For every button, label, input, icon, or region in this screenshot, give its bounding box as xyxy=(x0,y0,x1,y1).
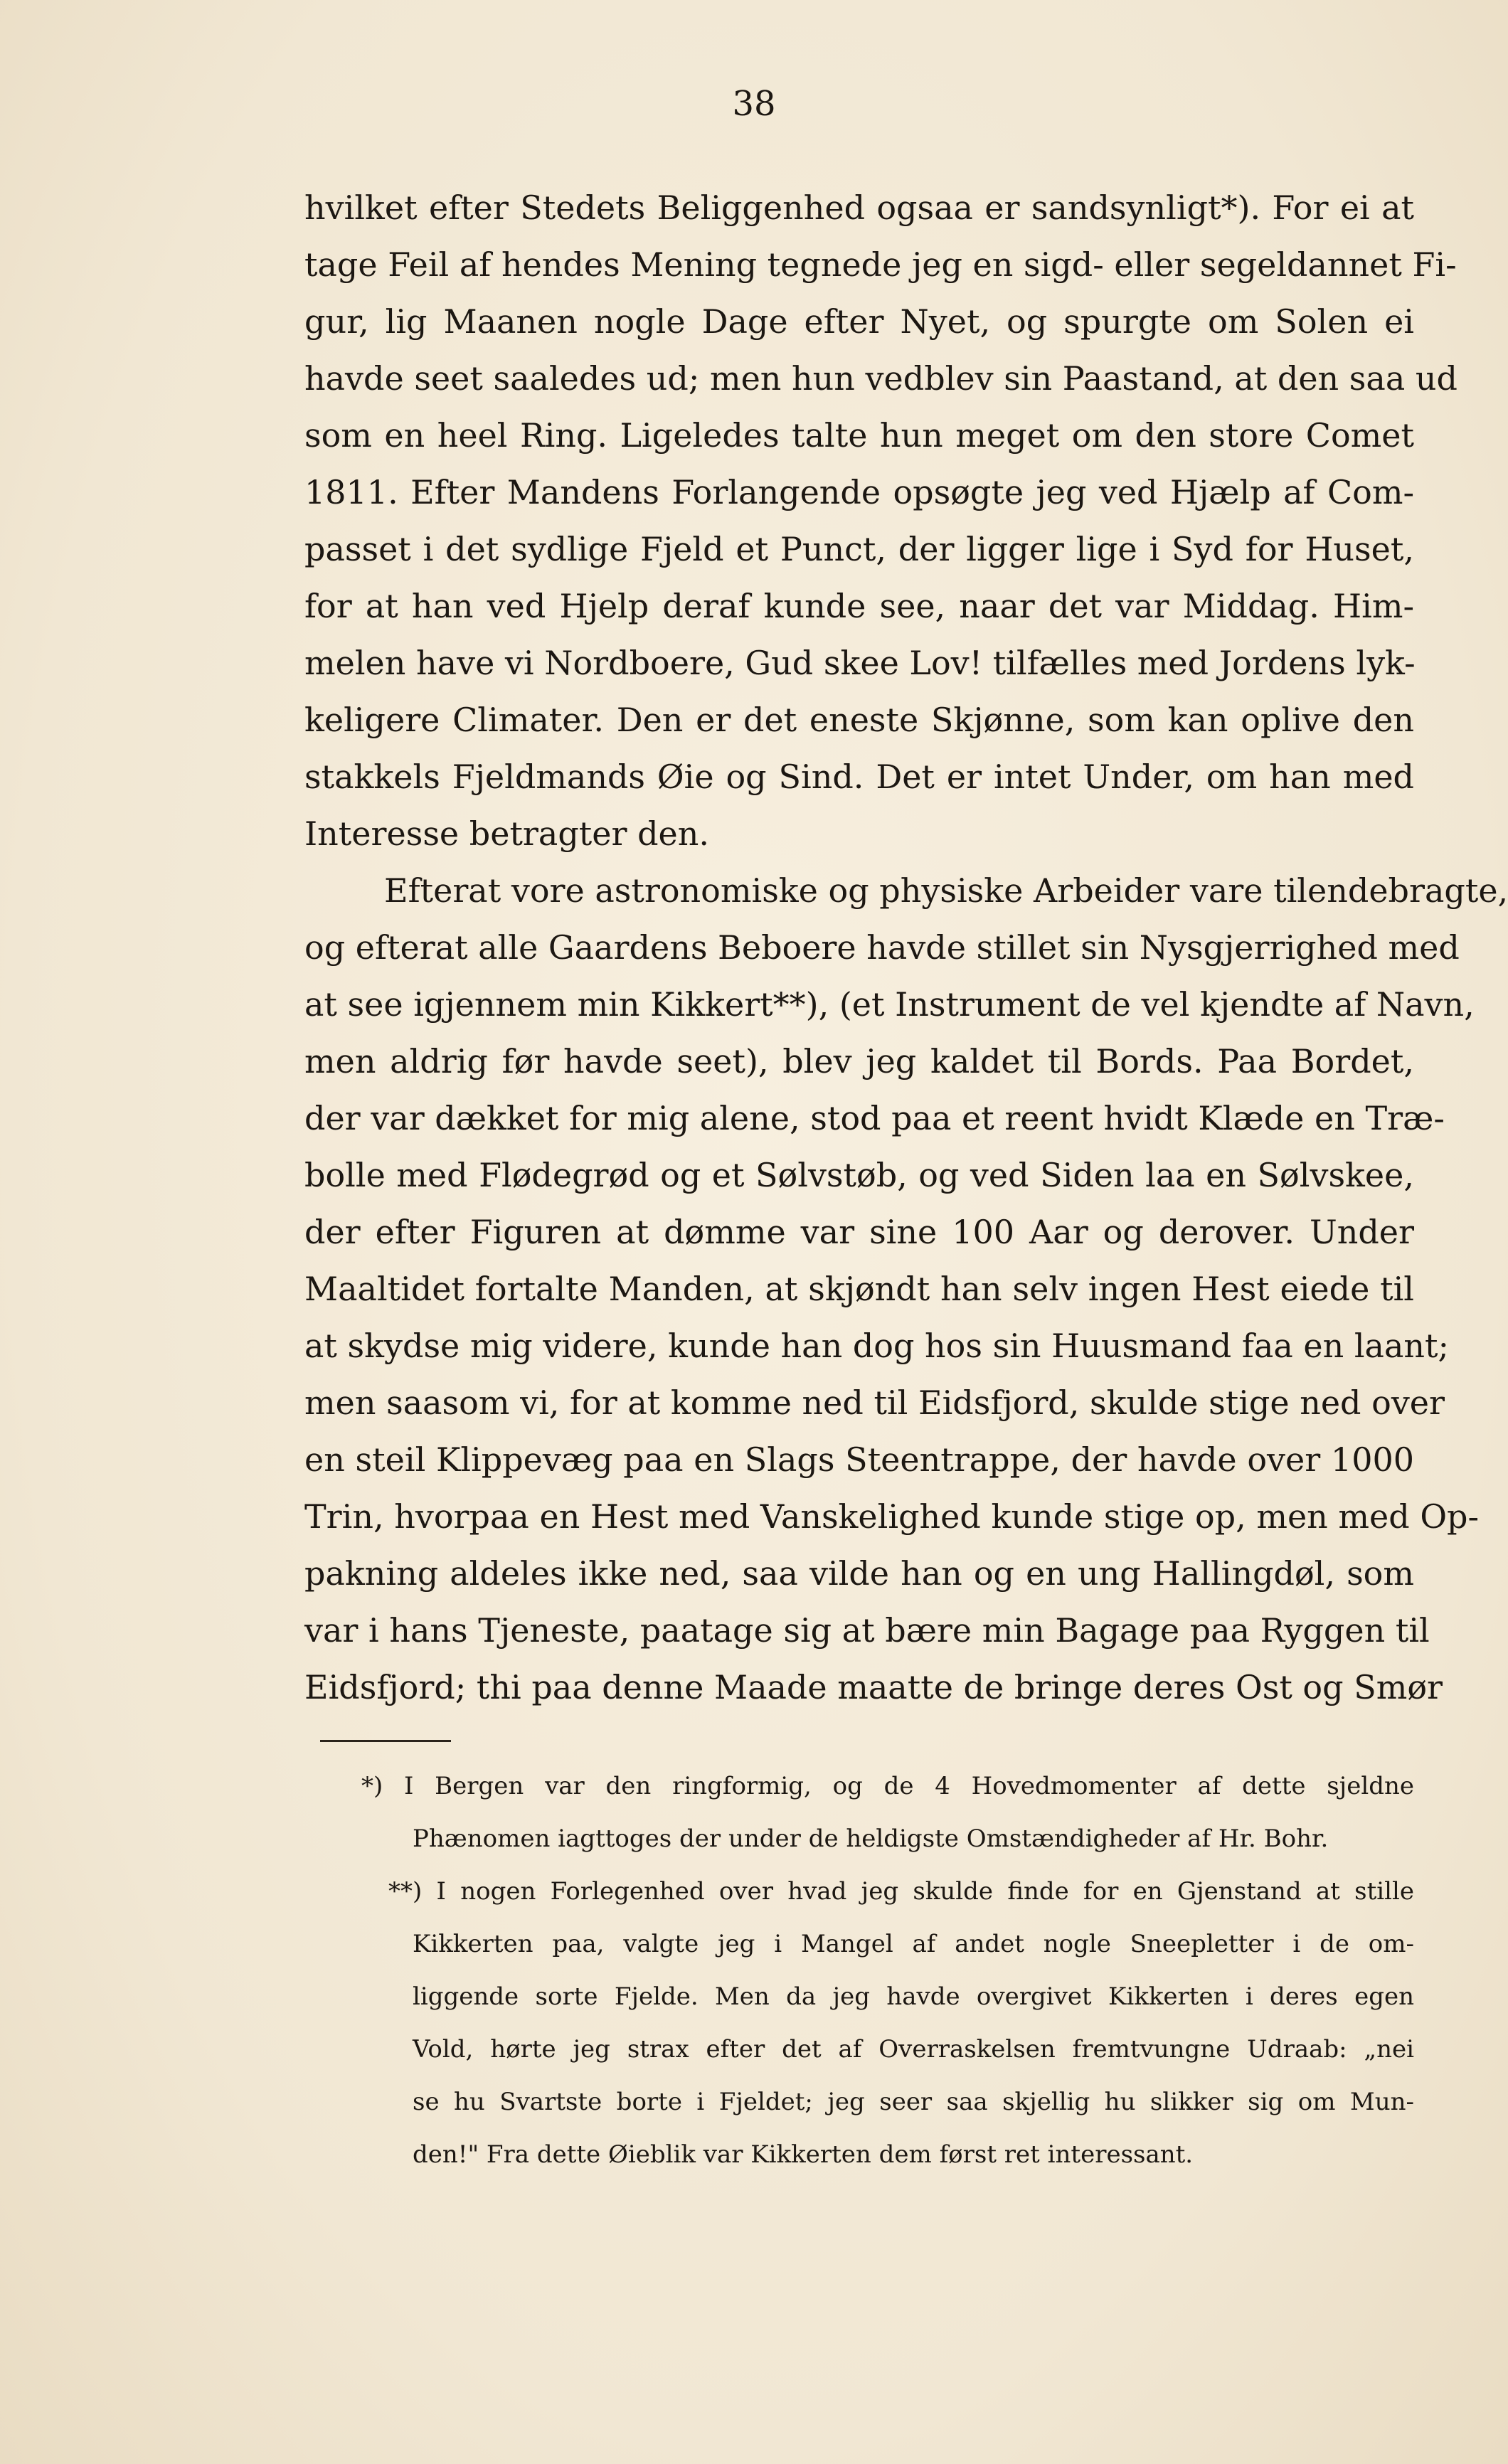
text-line: en steil Klippevæg paa en Slags Steentrappe, der havde over 1000 xyxy=(304,1440,1414,1479)
text-line: tage Feil af hendes Mening tegnede jeg en sigd- eller segeldannet Fi- xyxy=(304,245,1457,284)
text-line: der var dækket for mig alene, stod paa et reent hvidt Klæde en Træ- xyxy=(304,1099,1445,1137)
page-number: 38 xyxy=(732,84,776,124)
text-line: at see igjennem min Kikkert**), (et Instrument de vel kjendte af Navn, xyxy=(304,985,1475,1024)
footnote-line: Kikkerten paa, valgte jeg i Mangel af andet nogle Sneepletter i de om- xyxy=(413,1930,1414,1958)
text-line: passet i det sydlige Fjeld et Punct, der ligger lige i Syd for Huset, xyxy=(304,530,1414,568)
text-line: Eidsfjord; thi paa denne Maade maatte de bringe deres Ost og Smør xyxy=(304,1668,1443,1706)
text-line: men saasom vi, for at komme ned til Eidsfjord, skulde stige ned over xyxy=(304,1384,1445,1422)
footnote-line: liggende sorte Fjelde. Men da jeg havde overgivet Kikkerten i deres egen xyxy=(413,1982,1414,2011)
text-line: havde seet saaledes ud; men hun vedblev sin Paastand, at den saa ud xyxy=(304,359,1457,398)
text-line: 1811. Efter Mandens Forlangende opsøgte jeg ved Hjælp af Com- xyxy=(304,473,1414,511)
text-line: stakkels Fjeldmands Øie og Sind. Det er intet Under, om han med xyxy=(304,758,1414,796)
text-line: som en heel Ring. Ligeledes talte hun meget om den store Comet xyxy=(304,416,1414,455)
text-line: Maaltidet fortalte Manden, at skjøndt han selv ingen Hest eiede til xyxy=(304,1270,1414,1308)
footnote-2 xyxy=(304,1865,1414,2181)
text-line: Trin, hvorpaa en Hest med Vanskelighed kunde stige op, men med Op- xyxy=(304,1497,1480,1536)
text-line: Interesse betragter den. xyxy=(304,814,710,853)
paragraph-1 xyxy=(304,179,1457,862)
footnote-line: Vold, hørte jeg strax efter det af Overraskelsen fremtvungne Udraab: „nei xyxy=(413,2035,1414,2064)
text-line: var i hans Tjeneste, paatage sig at bære min Bagage paa Ryggen til xyxy=(304,1611,1430,1650)
footnote-line: den!" Fra dette Øieblik var Kikkerten dem først ret interessant. xyxy=(413,2140,1194,2169)
footnote-line: se hu Svartste borte i Fjeldet; jeg seer saa skjellig hu slikker sig om Mun- xyxy=(413,2088,1414,2116)
text-line: for at han ved Hjelp deraf kunde see, naar det var Middag. Him- xyxy=(304,587,1414,625)
text-line: melen have vi Nordboere, Gud skee Lov! tilfælles med Jordens lyk- xyxy=(304,644,1416,682)
footnotes xyxy=(304,1760,1414,2181)
footnote-divider xyxy=(320,1740,451,1742)
text-line: at skydse mig videre, kunde han dog hos sin Huusmand faa en laant; xyxy=(304,1327,1450,1365)
text-line: keligere Climater. Den er det eneste Skjønne, som kan oplive den xyxy=(304,701,1414,739)
main-text xyxy=(304,179,1508,1716)
text-line: hvilket efter Stedets Beliggenhed ogsaa er sandsynligt*). For ei at xyxy=(304,188,1414,227)
text-line: bolle med Flødegrød og et Sølvstøb, og ved Siden laa en Sølvskee, xyxy=(304,1156,1414,1194)
footnote-line: **) I nogen Forlegenhed over hvad jeg skulde finde for en Gjenstand at stille xyxy=(388,1877,1414,1906)
footnote-line: Phænomen iagttoges der under de heldigste Omstændigheder af Hr. Bohr. xyxy=(413,1825,1329,1853)
text-line: Efterat vore astronomiske og physiske Arbeider vare tilendebragte, xyxy=(384,871,1508,910)
text-line: pakning aldeles ikke ned, saa vilde han og en ung Hallingdøl, som xyxy=(304,1554,1414,1593)
text-line: men aldrig før havde seet), blev jeg kaldet til Bords. Paa Bordet, xyxy=(304,1042,1414,1080)
paragraph-2 xyxy=(304,862,1508,1716)
text-line: og efterat alle Gaardens Beboere havde stillet sin Nysgjerrighed med xyxy=(304,928,1460,967)
footnote-line: *) I Bergen var den ringformig, og de 4 Hovedmomenter af dette sjeldne xyxy=(361,1772,1414,1800)
text-line: gur, lig Maanen nogle Dage efter Nyet, og spurgte om Solen ei xyxy=(304,302,1414,341)
footnote-1 xyxy=(304,1760,1414,1865)
text-line: der efter Figuren at dømme var sine 100 Aar og derover. Under xyxy=(304,1213,1414,1251)
